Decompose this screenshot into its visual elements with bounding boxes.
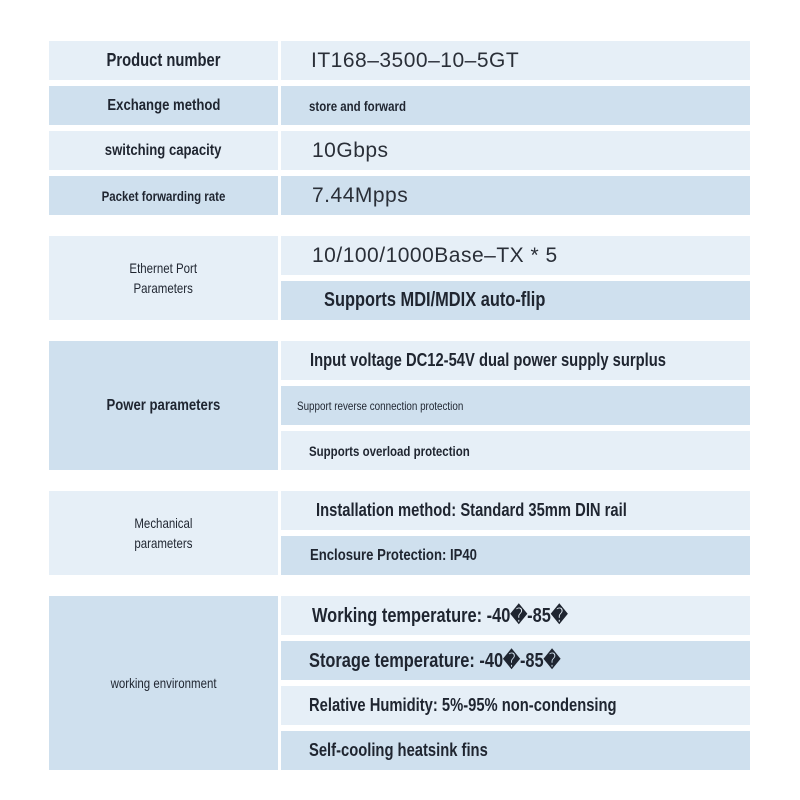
switching-capacity-label — [49, 131, 278, 170]
power-value — [281, 431, 750, 470]
value-text: Relative Humidity: 5%-95% non-condensing — [309, 695, 617, 715]
value-text: Installation method: Standard 35mm DIN rail — [316, 500, 627, 520]
switching-capacity-value — [281, 131, 750, 170]
power-label — [49, 341, 278, 470]
value-text: Self-cooling heatsink fins — [309, 740, 488, 760]
label-text: Parameters — [133, 280, 194, 296]
value-text: Input voltage DC12-54V dual power supply surplus — [310, 350, 666, 370]
power-value — [281, 341, 750, 380]
mechanical-value — [281, 491, 750, 530]
environment-value — [281, 596, 750, 635]
environment-value — [281, 641, 750, 680]
product-number-value — [281, 41, 750, 80]
environment-label — [49, 596, 278, 770]
label-text: Power parameters — [106, 396, 221, 414]
value-text: Supports MDI/MDIX auto-flip — [324, 289, 546, 311]
value-text: IT168–3500–10–5GT — [311, 48, 520, 72]
power-value — [281, 386, 750, 425]
packet-forwarding-label — [49, 176, 278, 215]
label-text: switching capacity — [105, 141, 222, 159]
ethernet-label — [49, 236, 278, 320]
value-text: Supports overload protection — [309, 442, 470, 459]
value-text: 10Gbps — [312, 138, 389, 162]
value-text: Enclosure Protection: IP40 — [310, 546, 477, 564]
value-text: Working temperature: -40�-85� — [312, 605, 568, 627]
label-text: Mechanical — [134, 515, 193, 531]
mechanical-value — [281, 536, 750, 575]
ethernet-value — [281, 281, 750, 320]
value-text: 7.44Mpps — [312, 183, 409, 207]
label-text: Packet forwarding rate — [101, 187, 226, 204]
label-text: Exchange method — [106, 96, 221, 114]
mechanical-label — [49, 491, 278, 575]
packet-forwarding-value — [281, 176, 750, 215]
exchange-method-value — [281, 86, 750, 125]
label-text: Product number — [106, 50, 221, 70]
exchange-method-label — [49, 86, 278, 125]
environment-value — [281, 686, 750, 725]
value-text: Support reverse connection protection — [297, 398, 464, 413]
value-text: 10/100/1000Base–TX * 5 — [312, 243, 558, 267]
label-text: working environment — [110, 675, 217, 691]
value-text: Storage temperature: -40�-85� — [309, 650, 561, 672]
label-text: parameters — [134, 535, 193, 551]
product-number-label — [49, 41, 278, 80]
value-text: store and forward — [309, 97, 406, 114]
environment-value — [281, 731, 750, 770]
ethernet-value — [281, 236, 750, 275]
label-text: Ethernet Port — [129, 260, 198, 276]
